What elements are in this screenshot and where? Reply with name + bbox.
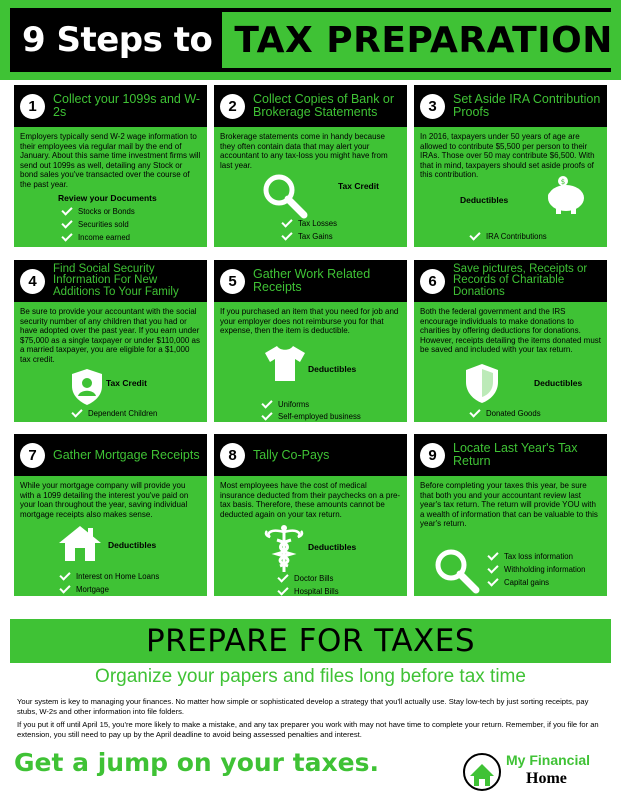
step-card-3 [414, 85, 607, 247]
step-body: Most employees have the cost of medical insurance deducted from their paychecks on a pre-tax basis. Therefore, these amounts cannot be deducted again on your tax return. [220, 481, 401, 519]
checklist-item: Interest on Home Loans [60, 572, 159, 581]
brand-logo [462, 748, 602, 792]
checklist-item: IRA Contributions [470, 232, 547, 241]
check-icon [487, 549, 498, 560]
step-number: 4 [20, 269, 45, 294]
organize-heading: Organize your papers and files long before tax time [95, 666, 526, 687]
step-subtitle: Deductibles [308, 364, 357, 374]
step-header [14, 260, 207, 302]
step-number: 8 [220, 443, 245, 468]
logo-text-top: My Financial [506, 752, 591, 768]
tagline: Get a jump on your taxes. [14, 748, 379, 777]
step-header [14, 85, 207, 127]
magnifier-icon [432, 546, 480, 594]
check-icon [469, 229, 480, 240]
step-title: Save pictures, Receipts or Records of Charitable Donations [453, 262, 588, 298]
step-title: Set Aside IRA Contribution Proofs [453, 92, 601, 119]
logo-text-bottom: Home [526, 770, 567, 787]
check-icon [261, 409, 272, 420]
step-subtitle: Tax Credit [338, 181, 379, 191]
step-number: 1 [20, 94, 45, 119]
checklist-item: Tax Gains [282, 232, 333, 241]
step-body: Brokerage statements come in handy because they often contain data that may alert your accountant to any tax-loss you might have from last year. [220, 132, 388, 170]
step-body: In 2016, taxpayers under 50 years of age are allowed to contribute $5,500 per person to their IRAs. Those over 50 may contribute $6,500. With that in mind, taxpayers should set aside proofs of this contribution. [420, 132, 595, 180]
header-band [10, 8, 611, 72]
step-header [214, 85, 407, 127]
checklist-item: Hospital Bills [278, 587, 339, 596]
paragraph-deadline: If you put it off until April 15, you're more likely to make a mistake, and any tax preparer you work with may not have time to complete your return. Remember, if you file for an extension, you still need to pay up by the April deadline to avoid being assessed penalties and interest. [17, 720, 599, 739]
step-body: Employers typically send W-2 wage information to their employees via regular mail by the end of January. About this same time investment firms will send out 1099s as well, detailing any Stock or bond sales you've transacted over the course of the past year. [20, 132, 201, 189]
check-icon [61, 204, 72, 215]
header-title-part1: 9 Steps to [22, 20, 213, 60]
magnifier-icon [260, 171, 308, 219]
checklist-item: Capital gains [488, 578, 549, 587]
step-number: 3 [420, 94, 445, 119]
step-card-5 [214, 260, 407, 422]
step-body: Be sure to provide your accountant with the social security number of any children that you had or have adopted over the past year. If you earn under $75,000 as a single taxpayer or under $110,000 as a married taxpayer, you are eligible for a $1,000 tax credit. [20, 307, 200, 364]
checklist-item: Tax Losses [282, 219, 337, 228]
step-body: While your mortgage company will provide you with a 1099 detailing the interest you've paid on your loan throughout the year, saving individual mortgage receipts also makes sense. [20, 481, 189, 519]
checklist-item: Dependent Children [72, 409, 157, 418]
checklist-item: Income earned [62, 233, 130, 242]
check-icon [487, 575, 498, 586]
step-subtitle: Tax Credit [106, 378, 147, 388]
step-number: 7 [20, 443, 45, 468]
checklist-item: Withholding information [488, 565, 585, 574]
step-header [214, 260, 407, 302]
caduceus-icon [264, 524, 304, 572]
step-card-2 [214, 85, 407, 247]
step-header [414, 260, 607, 302]
step-number: 6 [420, 269, 445, 294]
person-shield-icon [70, 368, 104, 406]
step-subtitle: Review your Documents [58, 193, 157, 203]
step-body: Before completing your taxes this year, be sure that both you and your accountant review last year's tax return. The return will provide YOU with a wealth of information that can be valuable to this year's return. [420, 481, 598, 529]
step-number: 5 [220, 269, 245, 294]
step-title: Find Social Security Information For New Additions To Your Family [53, 262, 179, 298]
step-title: Collect your 1099s and W-2s [53, 92, 201, 119]
step-card-1 [14, 85, 207, 247]
step-subtitle: Deductibles [108, 540, 157, 550]
header-title-part2: TAX PREPARATION [222, 12, 621, 68]
step-number: 9 [420, 443, 445, 468]
checklist-item: Uniforms [262, 400, 309, 409]
checklist-item: Securities sold [62, 220, 129, 229]
check-icon [281, 229, 292, 240]
step-subtitle: Deductibles [460, 195, 509, 205]
check-icon [61, 217, 72, 228]
step-title: Gather Mortgage Receipts [53, 447, 200, 462]
header-banner [0, 0, 621, 80]
step-number: 2 [220, 94, 245, 119]
check-icon [281, 216, 292, 227]
house-icon [58, 524, 102, 562]
step-card-8 [214, 434, 407, 596]
check-icon [277, 584, 288, 595]
check-icon [469, 406, 480, 417]
paragraph-system: Your system is key to managing your finances. No matter how simple or sophisticated develop a strategy that you'll actually use. Stay low-tech by just sorting receipts, pay stubs, W-2s and other information into file folders. [17, 697, 589, 716]
step-title: Collect Copies of Bank or Brokerage Statements [253, 92, 395, 119]
checklist-item: Donated Goods [470, 409, 541, 418]
step-header [414, 85, 607, 127]
step-card-6 [414, 260, 607, 422]
step-title: Locate Last Year's Tax Return [453, 441, 578, 468]
step-header [214, 434, 407, 476]
check-icon [59, 569, 70, 580]
check-icon [487, 562, 498, 573]
step-subtitle: Deductibles [308, 542, 357, 552]
step-card-7 [14, 434, 207, 596]
check-icon [61, 230, 72, 241]
step-title: Tally Co-Pays [253, 447, 330, 462]
prepare-banner: PREPARE FOR TAXES [10, 619, 611, 663]
shield-icon [464, 362, 500, 404]
checklist-item: Mortgage [60, 585, 109, 594]
tshirt-icon [264, 344, 306, 382]
check-icon [277, 571, 288, 582]
step-header [414, 434, 607, 476]
step-card-9 [414, 434, 607, 596]
checklist-item: Doctor Bills [278, 574, 333, 583]
step-body: Both the federal government and the IRS encourage individuals to make donations to charities by offering deductions for donations. However, receipts detailing the items donated must be saved and included with your tax return. [420, 307, 601, 355]
step-header [14, 434, 207, 476]
check-icon [261, 397, 272, 408]
step-body: If you purchased an item that you need for job and your employer does not reimburse you for that expense, then the item is deductible. [220, 307, 399, 336]
step-subtitle: Deductibles [534, 378, 583, 388]
logo-icon [462, 752, 502, 792]
check-icon [59, 582, 70, 593]
step-card-4 [14, 260, 207, 422]
svg-text:$: $ [560, 178, 566, 186]
checklist-item: Stocks or Bonds [62, 207, 135, 216]
piggy-bank-icon [542, 175, 590, 217]
checklist-item: Tax loss information [488, 552, 573, 561]
check-icon [71, 406, 82, 417]
step-title: Gather Work Related Receipts [253, 267, 371, 294]
checklist-item: Self-employed business [262, 412, 361, 421]
